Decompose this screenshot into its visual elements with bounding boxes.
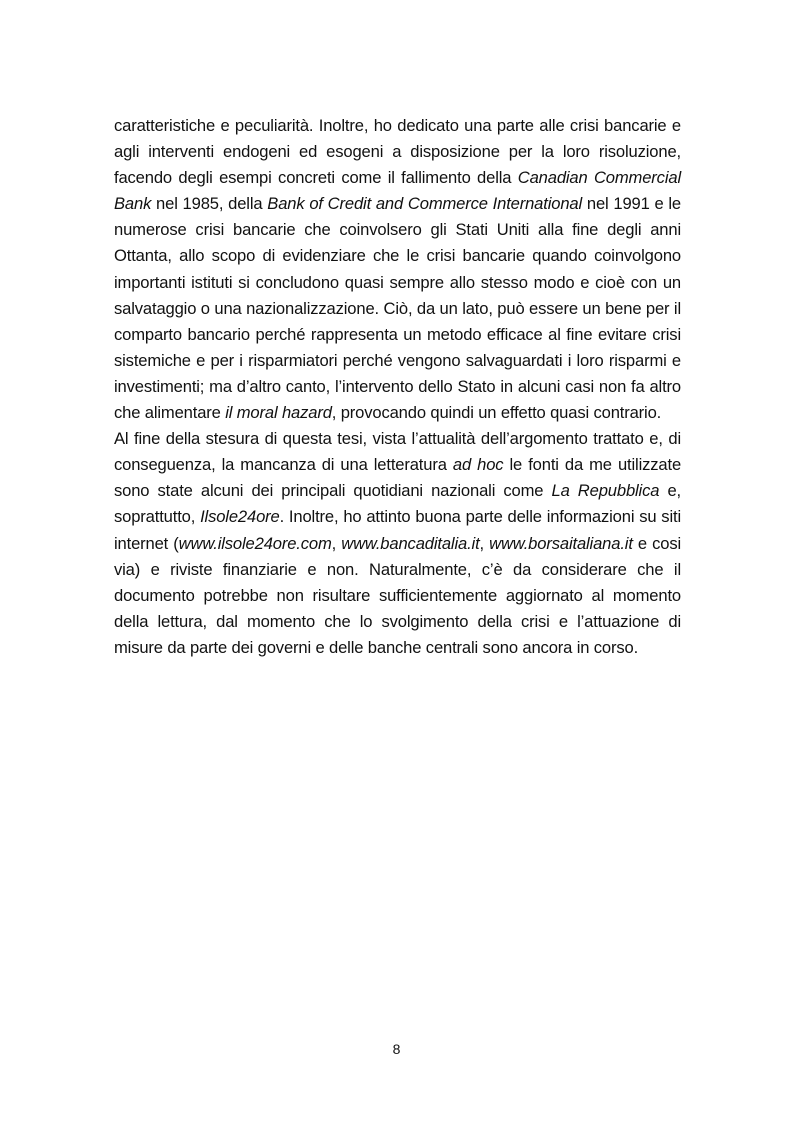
paragraph-1: [114, 113, 681, 426]
text-run: , provocando quindi un effetto quasi contrario.: [331, 403, 662, 423]
text-run: e cosi via) e riviste finanziarie e non. Naturalmente, c’è da considerare che il documento potrebbe non risultare sufficientemente aggiornato al momento della lettura, dal momento che lo svolgimento della crisi e l’attuazione di misure da parte dei governi e delle banche centrali sono ancora in corso.: [114, 533, 682, 657]
paragraph-2: [114, 426, 681, 661]
italic-newspaper: Ilsole24ore: [200, 507, 280, 527]
text-run: Al fine della stesura di questa tesi, vista l’attualità dell’argomento trattato e, di conseguenza, la mancanza di una letteratura: [114, 429, 681, 475]
italic-website: www.bancaditalia.it: [341, 533, 480, 553]
italic-bank-name: Canadian Commercial Bank: [114, 168, 681, 214]
italic-website: www.borsaitaliana.it: [489, 533, 633, 553]
body-text: [114, 113, 681, 661]
italic-website: www.ilsole24ore.com: [178, 533, 332, 553]
italic-term: ad hoc: [452, 455, 504, 475]
text-run: . Inoltre, ho attinto buona parte delle informazioni su siti internet (: [114, 507, 681, 553]
text-run: le fonti da me utilizzate sono state alcuni dei principali quotidiani nazionali come: [114, 455, 682, 501]
text-run: e, soprattutto,: [114, 481, 682, 527]
text-run: caratteristiche e peculiarità. Inoltre, ho dedicato una parte alle crisi bancarie e agli interventi endogeni ed esogeni a disposizione per la loro risoluzione, facendo degli esempi concreti come il fallimento della: [114, 116, 681, 188]
page-number: 8: [392, 1041, 401, 1057]
text-run: nel 1985, della: [151, 194, 268, 214]
text-run: ,: [331, 533, 342, 553]
text-run: ,: [479, 533, 490, 553]
italic-bank-name: Bank of Credit and Commerce International: [267, 194, 583, 214]
italic-term: il moral hazard: [225, 403, 332, 423]
italic-newspaper: La Repubblica: [551, 481, 660, 501]
text-run: nel 1991 e le numerose crisi bancarie che coinvolsero gli Stati Uniti alla fine degli anni Ottanta, allo scopo di evidenziare che le crisi bancarie quando coinvolgono importanti istituti si concludono quasi sempre allo stesso modo e cioè con un salvataggio o una nazionalizzazione. Ciò, da un lato, può essere un bene per il comparto bancario perché rappresenta un metodo efficace al fine evitare crisi sistemiche e per i risparmiatori perché vengono salvaguardati i loro risparmi e investimenti; ma d’altro canto, l’intervento dello Stato in alcuni casi non fa altro che alimentare: [114, 194, 682, 423]
